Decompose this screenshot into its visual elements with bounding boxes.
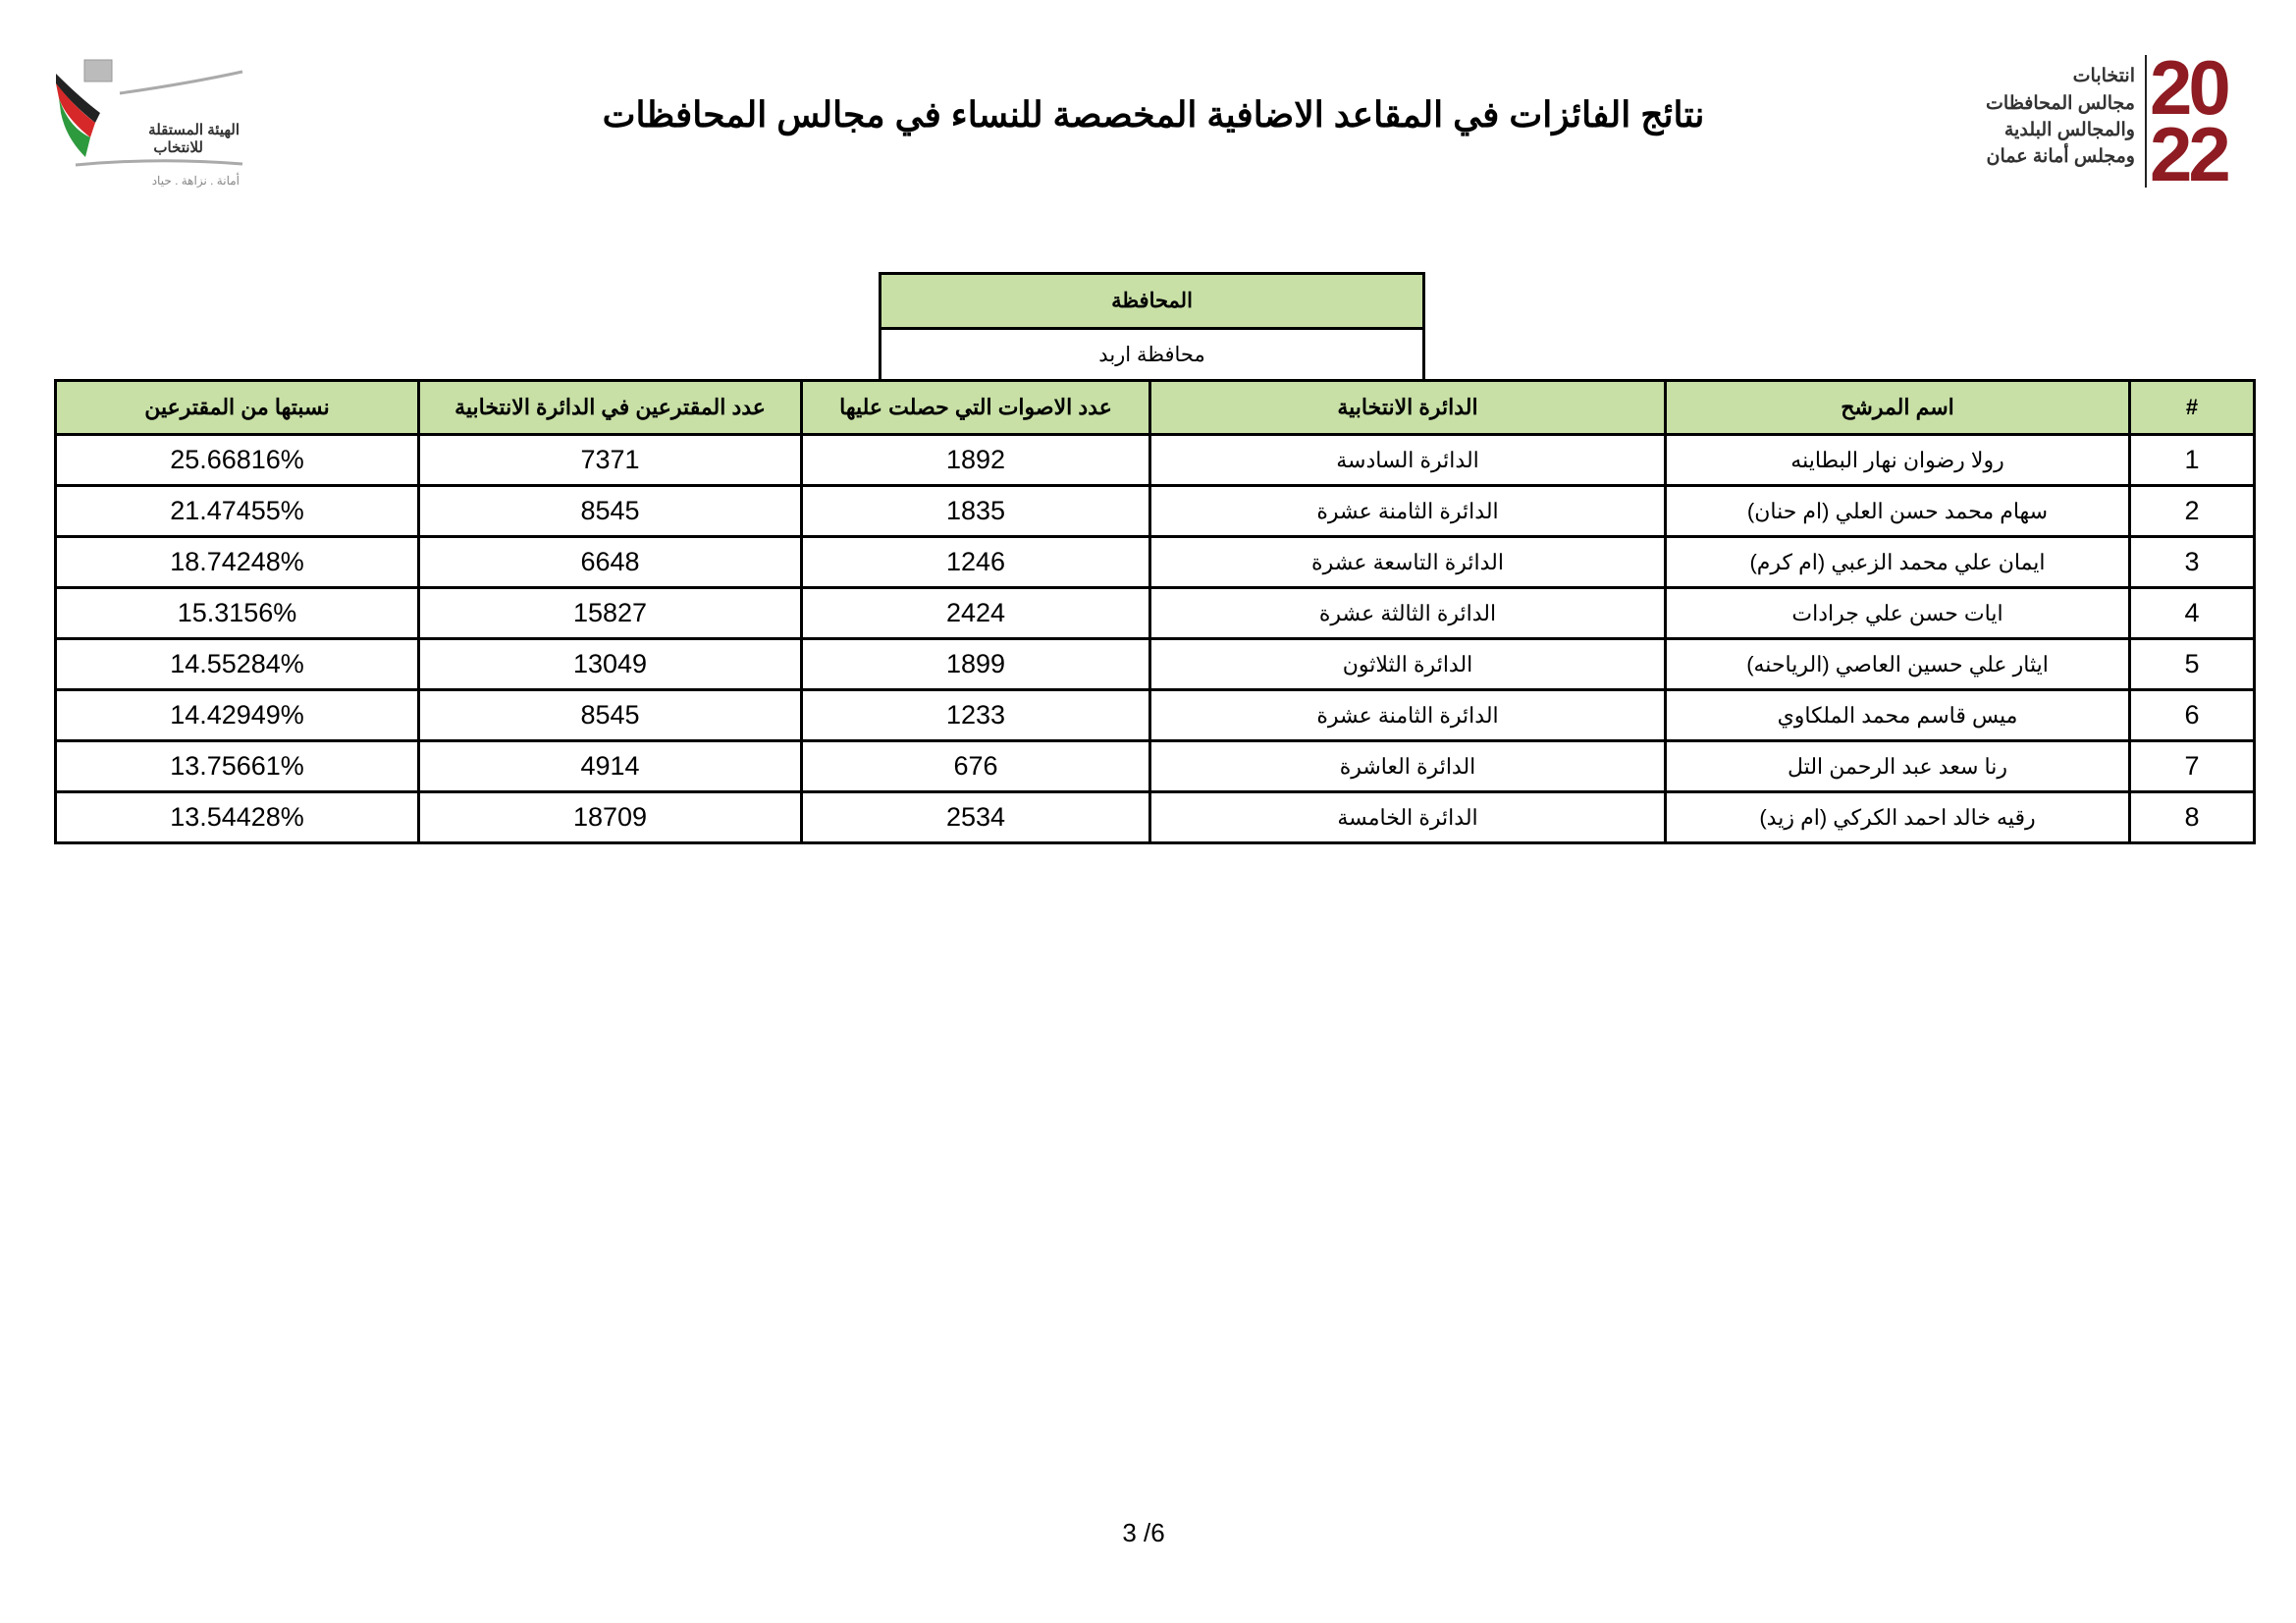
page-number: 3 /6: [1122, 1518, 1165, 1547]
cell-percentage: 21.47455%: [56, 486, 419, 537]
table-row: [56, 690, 2255, 741]
cell-row-number: 1: [2130, 435, 2255, 486]
cell-district: الدائرة الثالثة عشرة: [1150, 588, 1666, 639]
iec-logo-line1: الهيئة المستقلة: [148, 122, 240, 138]
cell-candidate-name: ايثار علي حسين العاصي (الرياحنه): [1666, 639, 2130, 690]
cell-candidate-name: ايات حسن علي جرادات: [1666, 588, 2130, 639]
col-header-number: #: [2130, 381, 2255, 435]
cell-district: الدائرة التاسعة عشرة: [1150, 537, 1666, 588]
logo-line-3: والمجالس البلدية: [2003, 120, 2135, 140]
cell-voters: 18709: [419, 792, 802, 843]
col-header-percentage: نسبتها من المقترعين: [56, 381, 419, 435]
cell-percentage: 18.74248%: [56, 537, 419, 588]
table-row: [56, 486, 2255, 537]
cell-row-number: 7: [2130, 741, 2255, 792]
cell-row-number: 3: [2130, 537, 2255, 588]
cell-candidate-name: رنا سعد عبد الرحمن التل: [1666, 741, 2130, 792]
cell-voters: 7371: [419, 435, 802, 486]
logo-line-1: انتخابات: [2072, 66, 2135, 86]
cell-percentage: 14.42949%: [56, 690, 419, 741]
cell-district: الدائرة الثلاثون: [1150, 639, 1666, 690]
elections-2022-logo: [1953, 44, 2248, 197]
logo-year-bottom: 22: [2150, 111, 2227, 197]
cell-voters: 13049: [419, 639, 802, 690]
cell-percentage: 15.3156%: [56, 588, 419, 639]
cell-percentage: 13.75661%: [56, 741, 419, 792]
province-label: المحافظة: [881, 274, 1424, 329]
iec-logo-line2: للانتخاب: [153, 139, 203, 156]
table-row: [56, 639, 2255, 690]
cell-voters: 15827: [419, 588, 802, 639]
logo-line-2: مجالس المحافظات: [1986, 93, 2135, 114]
table-row: [56, 741, 2255, 792]
cell-votes: 2424: [802, 588, 1150, 639]
cell-candidate-name: سهام محمد حسن العلي (ام حنان): [1666, 486, 2130, 537]
cell-district: الدائرة العاشرة: [1150, 741, 1666, 792]
col-header-voters: عدد المقترعين في الدائرة الانتخابية: [419, 381, 802, 435]
cell-row-number: 4: [2130, 588, 2255, 639]
logo-line-4: ومجلس أمانة عمان: [1986, 146, 2135, 167]
cell-percentage: 14.55284%: [56, 639, 419, 690]
table-row: [56, 588, 2255, 639]
cell-candidate-name: رولا رضوان نهار البطاينه: [1666, 435, 2130, 486]
cell-votes: 1246: [802, 537, 1150, 588]
cell-votes: 1899: [802, 639, 1150, 690]
table-row: [56, 537, 2255, 588]
table-row: [56, 435, 2255, 486]
cell-row-number: 6: [2130, 690, 2255, 741]
winners-table: [54, 379, 2256, 844]
cell-candidate-name: رقيه خالد احمد الكركي (ام زيد): [1666, 792, 2130, 843]
col-header-votes: عدد الاصوات التي حصلت عليها: [802, 381, 1150, 435]
logo-year-top: 20: [2150, 44, 2227, 131]
cell-voters: 6648: [419, 537, 802, 588]
cell-candidate-name: ايمان علي محمد الزعبي (ام كرم): [1666, 537, 2130, 588]
cell-row-number: 5: [2130, 639, 2255, 690]
cell-percentage: 13.54428%: [56, 792, 419, 843]
cell-votes: 1233: [802, 690, 1150, 741]
cell-row-number: 8: [2130, 792, 2255, 843]
cell-votes: 676: [802, 741, 1150, 792]
col-header-candidate: اسم المرشح: [1666, 381, 2130, 435]
table-header-row: [56, 381, 2255, 435]
cell-voters: 4914: [419, 741, 802, 792]
table-row: [56, 792, 2255, 843]
cell-voters: 8545: [419, 486, 802, 537]
col-header-district: الدائرة الانتخابية: [1150, 381, 1666, 435]
cell-votes: 1892: [802, 435, 1150, 486]
iec-logo-tagline: أمانة . نزاهة . حياد: [151, 174, 240, 188]
cell-district: الدائرة الخامسة: [1150, 792, 1666, 843]
cell-votes: 2534: [802, 792, 1150, 843]
cell-percentage: 25.66816%: [56, 435, 419, 486]
cell-row-number: 2: [2130, 486, 2255, 537]
cell-voters: 8545: [419, 690, 802, 741]
cell-district: الدائرة الثامنة عشرة: [1150, 486, 1666, 537]
province-box: [879, 272, 1425, 380]
province-value: محافظة اربد: [881, 329, 1424, 381]
cell-district: الدائرة الثامنة عشرة: [1150, 690, 1666, 741]
logo-divider: [2145, 55, 2147, 188]
page-title: نتائج الفائزات في المقاعد الاضافية المخصصة للنساء في مجالس المحافظات: [602, 94, 1705, 135]
cell-votes: 1835: [802, 486, 1150, 537]
cell-district: الدائرة السادسة: [1150, 435, 1666, 486]
cell-candidate-name: ميس قاسم محمد الملكاوي: [1666, 690, 2130, 741]
iec-logo: [51, 54, 247, 191]
